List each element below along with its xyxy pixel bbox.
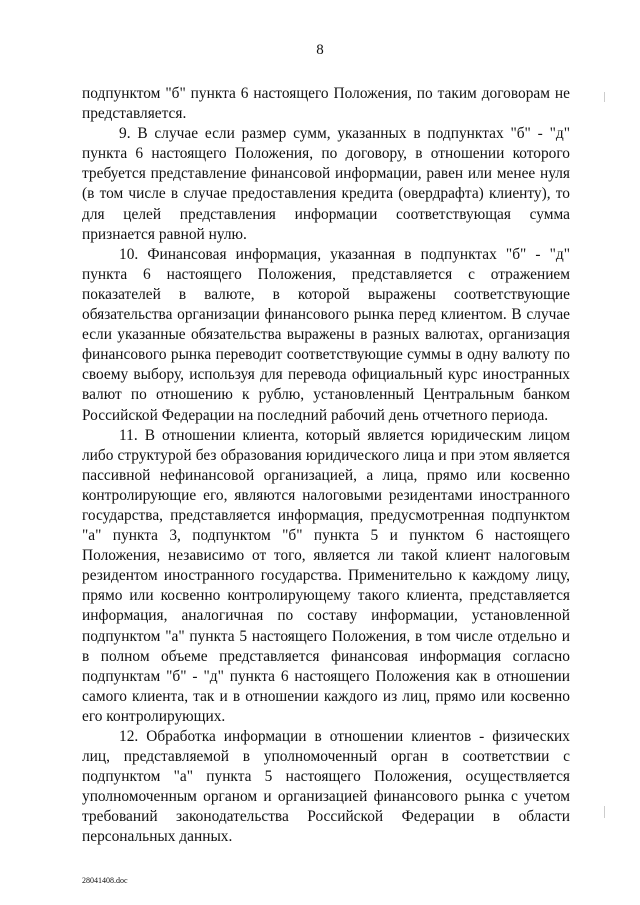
paragraph-item-10: 10. Финансовая информация, указанная в подпунктах "б" - "д" пункта 6 настоящего Положения, представляется с отражением показателей в валюте, в которой выражены соответствующие обязательства организации финансового рынка перед клиентом. В случае если указанные обязательства выражены в разных валютах, организация финансового рынка переводит соответствующие суммы в одну валюту по своему выбору, используя для перевода официальный курс иностранных валют по отношению к рублю, установленный Центральным банком Российской Федерации на последний рабочий день отчетного периода. [82, 245, 570, 424]
paragraph-item-9: 9. В случае если размер сумм, указанных в подпунктах "б" - "д" пункта 6 настоящего Положения, по договору, в отношении которого требуется представление финансовой информации, равен или менее нуля (в том числе в случае предоставления кредита (овердрафта) клиенту), то для целей представления информации соответствующая сумма признается равной нулю. [82, 125, 570, 243]
scan-artifact [604, 92, 605, 102]
paragraph-continuation: подпунктом "б" пункта 6 настоящего Положения, по таким договорам не представляется. [82, 85, 570, 123]
paragraph-item-12: 12. Обработка информации в отношении клиентов - физических лиц, представляемой в уполномоченный орган в соответствии с подпунктом "а" пункта 5 настоящего Положения, осуществляется уполномоченным органом и организацией финансового рынка с учетом требований законодательства Российской Федерации в области персональных данных. [82, 728, 570, 846]
scan-artifact [604, 806, 605, 818]
footer-filename: 28041408.doc [82, 876, 128, 885]
paragraph-item-11: 11. В отношении клиента, который является юридическим лицом либо структурой без образования юридического лица и при этом является пассивной нефинансовой организацией, а лица, прямо или косвенно контролирующие его, являются налоговыми резидентами иностранного государства, представляется информация, предусмотренная подпунктом "а" пункта 3, подпунктом "б" пункта 5 и пунктом 6 настоящего Положения, независимо от того, является ли такой клиент налоговым резидентом иностранного государства. Применительно к каждому лицу, прямо или косвенно контролирующему такого клиента, представляется информация, аналогичная по составу информации, установленной подпунктом "а" пункта 5 настоящего Положения, в том числе отдельно и в полном объеме представляется финансовая информация согласно подпунктам "б" - "д" пункта 6 настоящего Положения как в отношении самого клиента, так и в отношении каждого из лиц, прямо или косвенно его контролирующих. [82, 426, 570, 725]
page-number: 8 [316, 42, 324, 58]
document-body [82, 84, 570, 848]
